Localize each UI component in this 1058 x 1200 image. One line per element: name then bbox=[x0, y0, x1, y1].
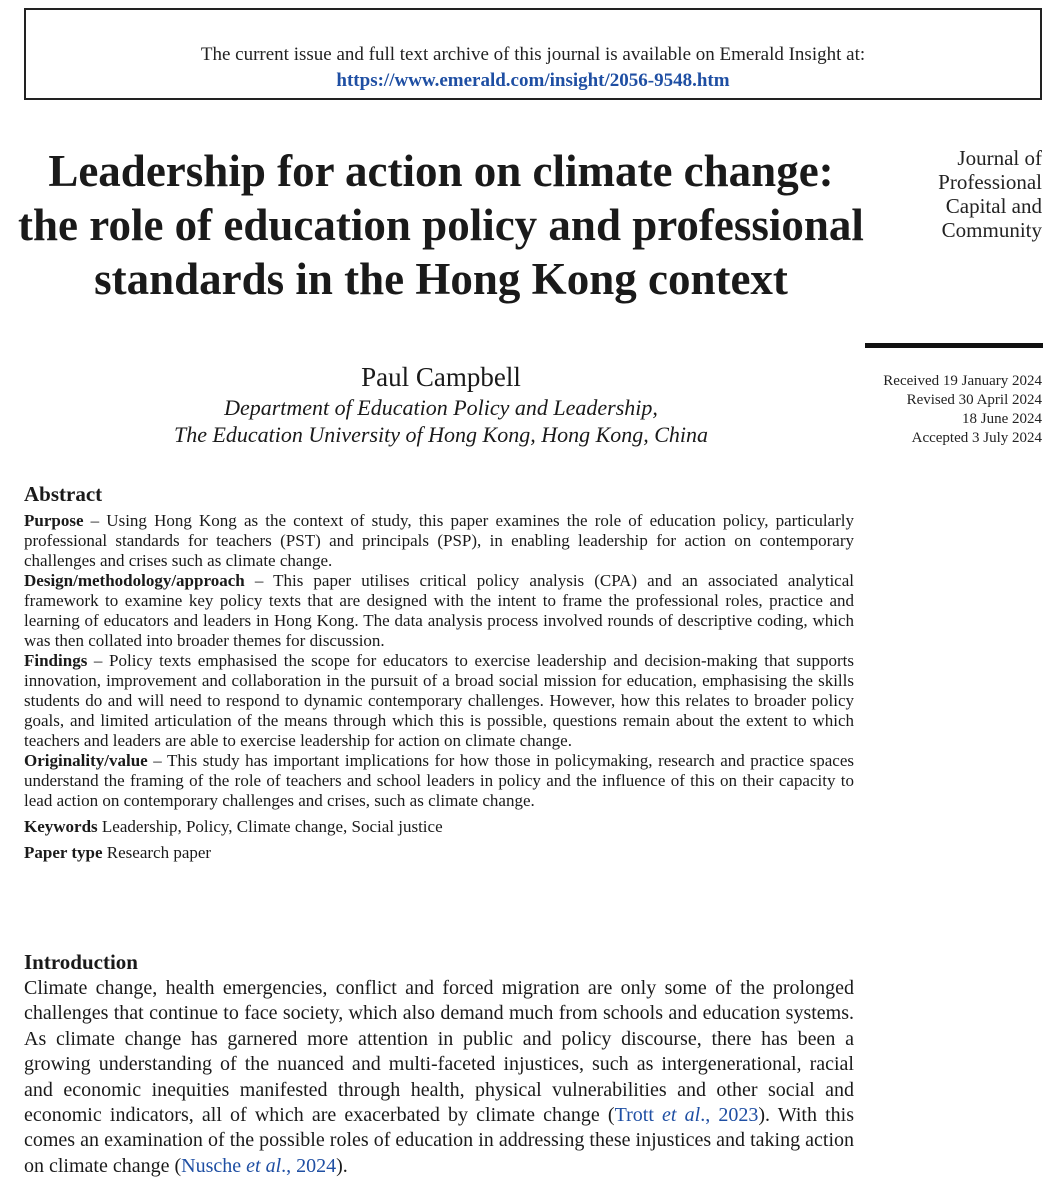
keywords-text: Leadership, Policy, Climate change, Social justice bbox=[97, 817, 443, 836]
journal-divider bbox=[865, 343, 1043, 348]
journal-name-line: Capital and bbox=[945, 194, 1042, 218]
abstract-keywords bbox=[24, 817, 854, 837]
article-title: Leadership for action on climate change: the role of education policy and professional standards in the Hong Kong context bbox=[18, 146, 864, 304]
abstract-section bbox=[24, 481, 854, 863]
findings-text: – Policy texts emphasised the scope for educators to exercise leadership and decision-making that supports innovation, improvement and collaboration in the pursuit of a broad social mission for education, emphasising the skills students do and will need to respond to dynamic contemporary challenges. However, how this relates to broader policy goals, and limited articulation of the means through which this is possible, questions remain about the extent to which teachers and leaders are able to exercise leadership for action on climate change. bbox=[24, 651, 854, 750]
introduction-section bbox=[24, 950, 854, 1179]
banner-text: The current issue and full text archive of this journal is available on Emerald Insight at: bbox=[200, 44, 866, 65]
article-dates bbox=[883, 372, 1042, 448]
keywords-label: Keywords bbox=[24, 817, 98, 836]
journal-url-link[interactable]: https://www.emerald.com/insight/2056-9548.htm bbox=[336, 70, 730, 91]
abstract-purpose bbox=[24, 511, 854, 571]
abstract-design bbox=[24, 571, 854, 651]
citation-link-nusche[interactable] bbox=[181, 1155, 336, 1177]
author-name: Paul Campbell bbox=[361, 362, 521, 392]
affiliation-line: Department of Education Policy and Leadership, bbox=[224, 395, 658, 420]
journal-name-line: Journal of bbox=[957, 146, 1042, 170]
purpose-text: – Using Hong Kong as the context of study, this paper examines the role of education policy, particularly professional standards for teachers (PST) and principals (PSP), in enabling leadership for action on contemporary challenges and crises such as climate change. bbox=[24, 511, 854, 570]
intro-text: ). bbox=[336, 1154, 348, 1177]
citation-author: Nusche bbox=[181, 1154, 247, 1177]
paper-type-text: Research paper bbox=[102, 843, 212, 862]
abstract-findings bbox=[24, 651, 854, 751]
paper-type-label: Paper type bbox=[24, 843, 103, 862]
originality-label: Originality/value bbox=[24, 751, 148, 770]
date-accepted: Accepted 3 July 2024 bbox=[911, 430, 1042, 446]
introduction-heading: Introduction bbox=[24, 950, 138, 974]
affiliation-line: The Education University of Hong Kong, Hong Kong, China bbox=[173, 422, 709, 447]
citation-year: ., 2024 bbox=[281, 1154, 337, 1177]
citation-author: Trott bbox=[614, 1104, 663, 1127]
design-label: Design/methodology/approach bbox=[24, 571, 245, 590]
findings-label: Findings bbox=[24, 651, 88, 670]
journal-name bbox=[938, 146, 1042, 242]
citation-etal: et al bbox=[246, 1154, 282, 1177]
citation-year: ., 2023 bbox=[700, 1104, 759, 1127]
journal-name-line: Community bbox=[941, 218, 1042, 242]
citation-link-trott[interactable] bbox=[615, 1104, 759, 1126]
purpose-label: Purpose bbox=[24, 511, 84, 530]
abstract-originality bbox=[24, 751, 854, 811]
journal-availability-banner bbox=[24, 8, 1042, 100]
citation-etal: et al bbox=[662, 1104, 701, 1127]
author-affiliation bbox=[16, 394, 866, 448]
journal-name-line: Professional bbox=[938, 170, 1042, 194]
intro-text: Climate change, health emergencies, conflict and forced migration are only some of the prolonged challenges that continue to face society, which also demand much from schools and education systems. As climate change has garnered more attention in public and policy discourse, there has been a growing understanding of the nuanced and multi-faceted injustices, such as intergenerational, racial and economic inequities manifested through health, physical vulnerabilities and other social and economic indicators, all of which are exacerbated by climate change ( bbox=[24, 977, 854, 1127]
date-received: Received 19 January 2024 bbox=[883, 373, 1042, 389]
originality-text: – This study has important implications for how those in policymaking, research and practice spaces understand the framing of the role of teachers and school leaders in policy and the influence of this on their capacity to lead action on contemporary challenges and crises, such as climate change. bbox=[24, 751, 854, 810]
intro-text: ). With this comes an examination of the possible roles of education in addressing these injustices and taking action on climate change ( bbox=[24, 1104, 855, 1177]
introduction-paragraph bbox=[24, 976, 854, 1179]
date-revised-1: Revised 30 April 2024 bbox=[906, 392, 1042, 408]
design-text: – This paper utilises critical policy analysis (CPA) and an associated analytical framework to examine key policy texts that are designed with the intent to frame the professional roles, practice and learning of educators and leaders in Hong Kong. The data analysis process involved rounds of descriptive coding, which was then collated into broader themes for discussion. bbox=[24, 571, 854, 650]
date-revised-2: 18 June 2024 bbox=[962, 411, 1042, 427]
abstract-paper-type bbox=[24, 843, 854, 863]
abstract-heading: Abstract bbox=[24, 482, 103, 506]
